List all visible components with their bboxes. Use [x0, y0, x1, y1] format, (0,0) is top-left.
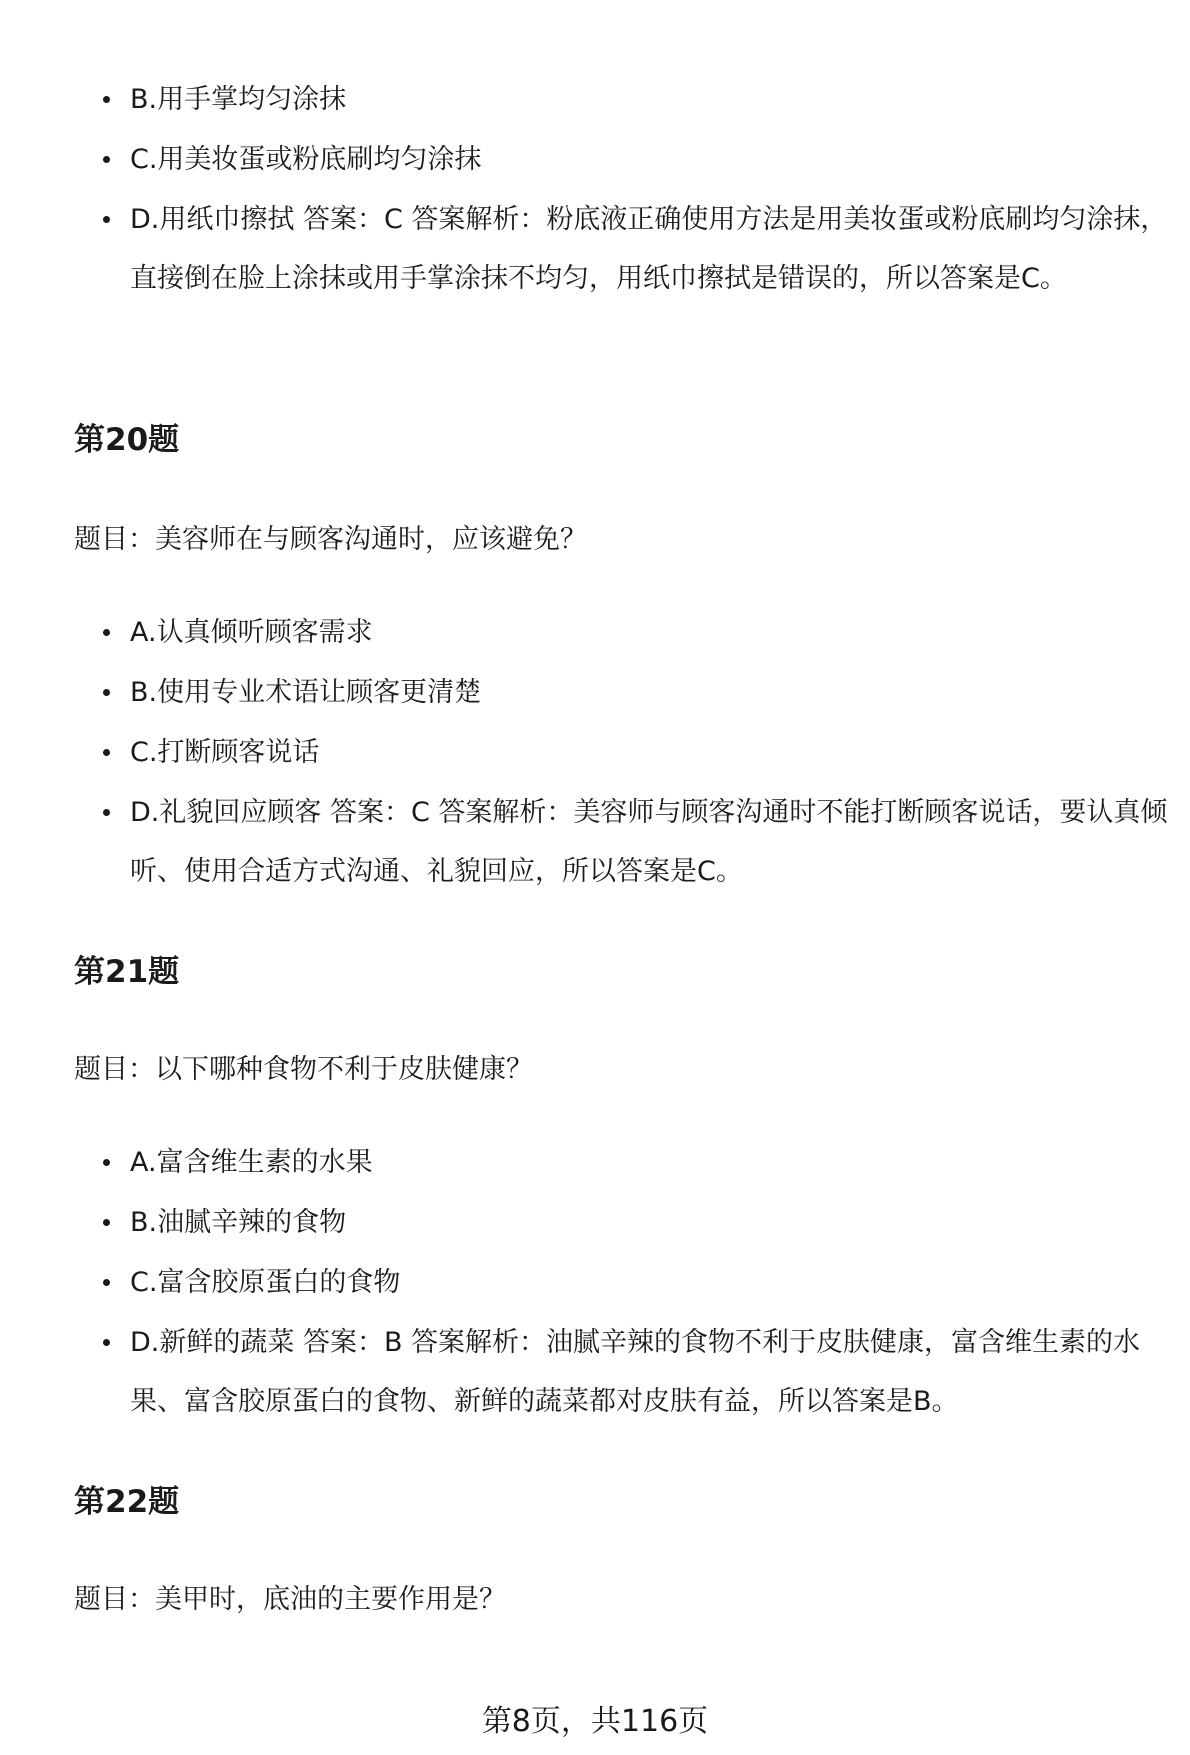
q20-option-b: B.使用专业术语让顾客更清楚 — [100, 663, 1170, 722]
q19-option-b: B.用手掌均匀涂抹 — [100, 70, 1170, 129]
q21-stem: 题目：以下哪种食物不利于皮肤健康？ — [74, 1054, 533, 1085]
q21-option-c: C.富含胶原蛋白的食物 — [100, 1253, 1170, 1312]
q21-option-a: A.富含维生素的水果 — [100, 1133, 1170, 1192]
q21-title: 第21题 — [74, 954, 180, 990]
q20-stem: 题目：美容师在与顾客沟通时，应该避免？ — [74, 524, 587, 555]
q20-option-d-answer: D.礼貌回应顾客 答案：C 答案解析：美容师与顾客沟通时不能打断顾客说话，要认真倾听、使用合适方式沟通、礼貌回应，所以答案是C。 — [100, 783, 1170, 901]
q21-options — [100, 1133, 1170, 1432]
q19-options — [100, 70, 1170, 309]
q20-option-c: C.打断顾客说话 — [100, 723, 1170, 782]
q21-option-d-answer: D.新鲜的蔬菜 答案：B 答案解析：油腻辛辣的食物不利于皮肤健康，富含维生素的水果、富含胶原蛋白的食物、新鲜的蔬菜都对皮肤有益，所以答案是B。 — [100, 1313, 1170, 1431]
q19-option-c: C.用美妆蛋或粉底刷均匀涂抹 — [100, 130, 1170, 189]
q20-options — [100, 603, 1170, 902]
page-number-footer: 第8页，共116页 — [481, 1704, 709, 1739]
q20-option-a: A.认真倾听顾客需求 — [100, 603, 1170, 662]
q20-title: 第20题 — [74, 422, 180, 458]
q19-option-d-answer: D.用纸巾擦拭 答案：C 答案解析：粉底液正确使用方法是用美妆蛋或粉底刷均匀涂抹，直接倒在脸上涂抹或用手掌涂抹不均匀，用纸巾擦拭是错误的，所以答案是C。 — [100, 190, 1170, 308]
q22-stem: 题目：美甲时，底油的主要作用是？ — [74, 1584, 506, 1615]
q21-option-b: B.油腻辛辣的食物 — [100, 1193, 1170, 1252]
q22-title: 第22题 — [74, 1484, 180, 1520]
